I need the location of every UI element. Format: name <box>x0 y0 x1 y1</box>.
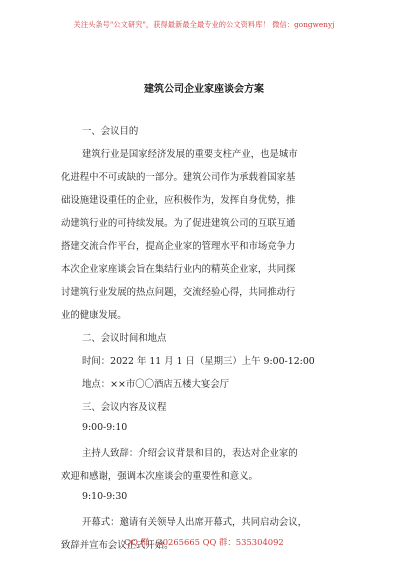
paragraph-line: 化进程中不可或缺的一部分。建筑公司作为承载着国家基 <box>61 172 296 183</box>
agenda-item-line: 欢迎和感谢，强调本次座谈会的重要性和意义。 <box>61 471 258 482</box>
section-heading-agenda: 三、会议内容及议程 <box>82 402 167 413</box>
agenda-item-line: 开幕式：邀请有关领导人出席开幕式，共同启动会议， <box>82 517 308 528</box>
paragraph-line: 动建筑行业的可持续发展。为了促进建筑公司的互联互通 <box>61 218 296 229</box>
meeting-place: 地点：××市〇〇酒店五楼大宴会厅 <box>82 379 229 390</box>
header-note: 关注头条号"公文研究"，获得最新最全最专业的公文资料库！ 微信：gongwenyj <box>73 20 335 29</box>
agenda-item-line: 主持人致辞：介绍会议背景和目的，表达对企业家的 <box>82 448 298 459</box>
paragraph-line: 本次企业家座谈会旨在集结行业内的精英企业家，共同探 <box>61 264 296 275</box>
agenda-time: 9:10-9:30 <box>82 491 128 502</box>
document-title: 建筑公司企业家座谈会方案 <box>144 84 264 95</box>
paragraph-line: 业的健康发展。 <box>61 310 127 321</box>
agenda-item-line: 致辞并宣布会议正式开始。 <box>61 540 174 551</box>
paragraph-line: 搭建交流合作平台，提高企业家的管理水平和市场竞争力 <box>61 241 296 252</box>
paragraph-line: 讨建筑行业发展的热点问题，交流经验心得，共同推动行 <box>61 287 296 298</box>
section-heading-time-place: 二、会议时间和地点 <box>82 333 167 344</box>
agenda-time: 9:00-9:10 <box>82 422 128 433</box>
paragraph-line: 础设施建设重任的企业，应积极作为，发挥自身优势，推 <box>61 195 296 206</box>
footer-contact: QQ 群：30265665 QQ 群：535304092 <box>124 537 284 547</box>
paragraph-line: 建筑行业是国家经济发展的重要支柱产业，也是城市 <box>82 149 298 160</box>
section-heading-purpose: 一、会议目的 <box>82 126 139 137</box>
meeting-time: 时间：2022 年 11 月 1 日（星期三）上午 9:00-12:00 <box>82 356 315 367</box>
